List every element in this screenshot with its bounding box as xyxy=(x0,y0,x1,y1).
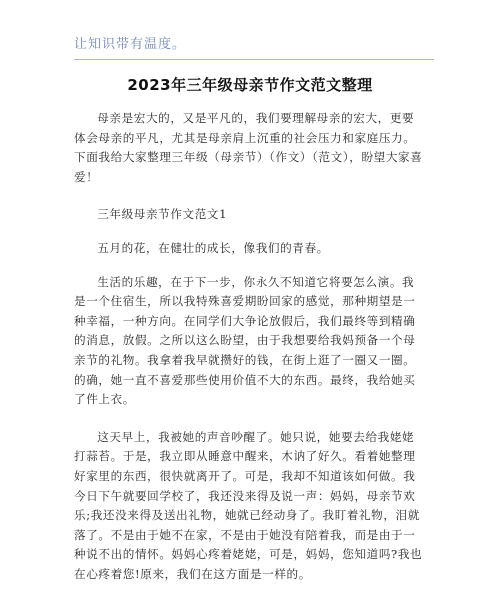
intro-paragraph: 母亲是宏大的，又是平凡的，我们要理解母亲的宏大，更要体会母亲的平凡，尤其是母亲肩上沉重的社会压力和家庭压力。下面我给大家整理三年级（母亲节）（作文）（范文），盼望大家喜爱！ xyxy=(74,111,423,184)
essay-paragraph: 这天早上，我被她的声音吵醒了。她只说，她要去给我姥姥打蒜苔。于是，我立即从睡意中醒来，木讷了好久。看着她整理好家里的东西，很快就离开了。可是，我却不知道该如何做。我今日下午就要回学校了，我还没来得及说一声：妈妈，母亲节欢乐;我还没来得及送出礼物，她就已经动身了。我盯着礼物，泪就落了。不是由于她不在家，不是由于她没有陪着我，而是由于一种说不出的情怀。妈妈心疼着姥姥，可是，妈妈，您知道吗?我也在心疼着您!原来，我们在这方面是一样的。 xyxy=(74,429,423,581)
essay-paragraph: 生活的乐趣，在于下一步，你永久不知道它将要怎么演。我是一个住宿生，所以我特殊喜爱期盼回家的感觉，那种期望是一种幸福，一种方向。在同学们大争论放假后，我们最终等到精确的消息，放假。之所以这么盼望，由于我想要给我妈预备一个母亲节的礼物。我拿着我早就攒好的钱，在街上逛了一圈又一圈。的确，她一直不喜爱那些使用价值不大的东西。最终，我给她买了件上衣。 xyxy=(74,274,416,407)
header-divider xyxy=(74,59,434,60)
essay-heading: 三年级母亲节作文范文1 xyxy=(97,207,228,222)
page-header xyxy=(0,0,500,64)
header-slogan: 让知识带有温度。 xyxy=(74,37,187,52)
document-body xyxy=(74,74,426,602)
essay-paragraph: 五月的花，在健壮的成长，像我们的青春。 xyxy=(97,240,329,255)
document-title: 2023年三年级母亲节作文范文整理 xyxy=(127,76,373,94)
